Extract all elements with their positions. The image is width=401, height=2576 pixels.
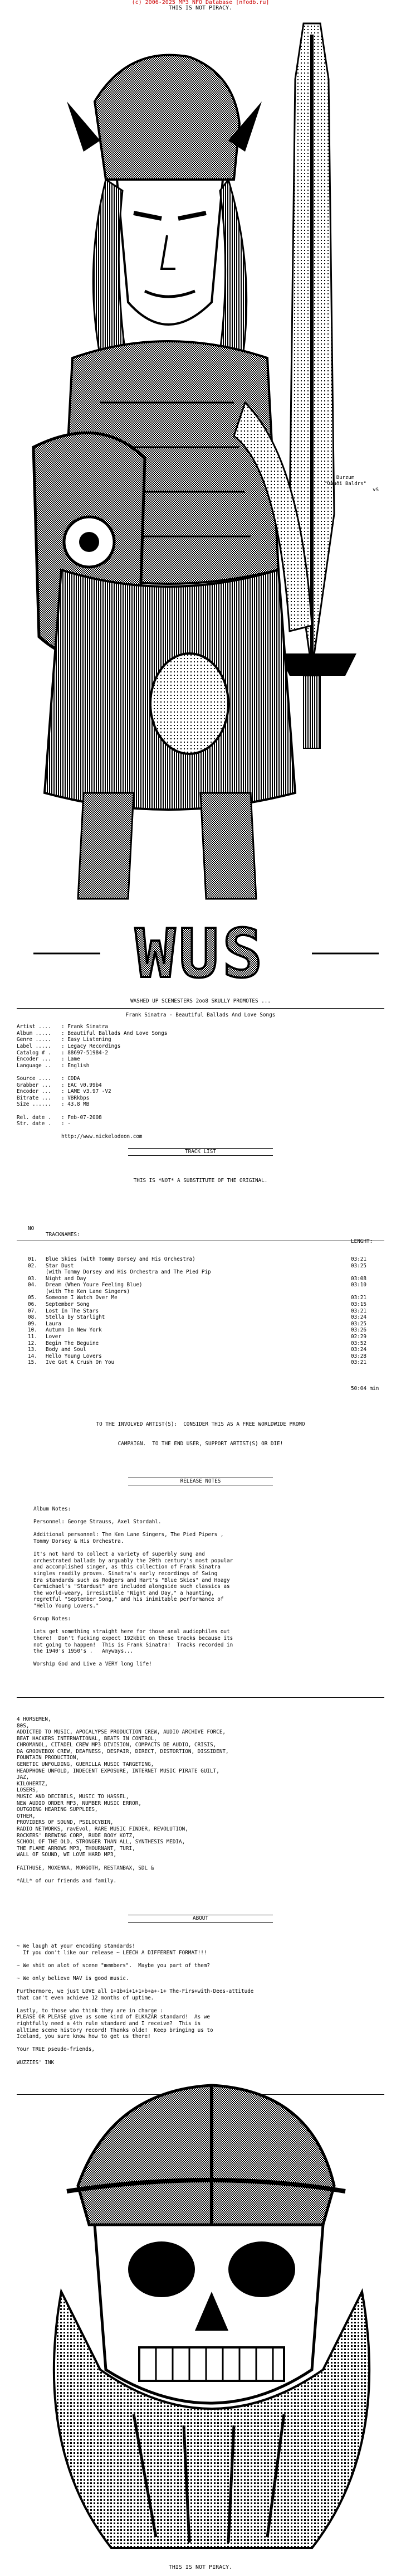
about-line: Furthermore, we just LOVE all 1+1b+i+1+1+b+a+-1+ The-Firs+with-Dees-attitude xyxy=(17,1988,254,1995)
info-row xyxy=(17,1056,384,1063)
notes-line: there! Don't fucking expect 192kbit on these tracks because its xyxy=(33,1635,233,1642)
tracklist-header xyxy=(17,1219,384,1245)
track-row xyxy=(17,1282,384,1289)
track-length: 03:26 xyxy=(351,1327,366,1334)
greets xyxy=(17,1716,384,1884)
info-key: Source .... xyxy=(17,1075,51,1082)
col-length: LENGHT: xyxy=(351,1238,373,1245)
info-row xyxy=(17,1050,384,1057)
track-title: Lover xyxy=(46,1334,61,1340)
notes-line xyxy=(33,1610,384,1616)
about-line xyxy=(17,1982,384,1988)
greets-line: *ALL* of our friends and family. xyxy=(17,1877,117,1884)
info-value: : Frank Sinatra xyxy=(61,1024,108,1030)
track-row xyxy=(17,1276,384,1282)
track-row xyxy=(17,1353,384,1360)
greets-line: JAZ, xyxy=(17,1774,30,1781)
art-credit: Burzum "Dauði Baldrs" vS xyxy=(324,475,379,493)
track-list xyxy=(17,1256,384,1366)
notes-line: Lets get something straight here for those anal audiophiles out xyxy=(33,1629,230,1635)
greets-line: LOSERS, xyxy=(17,1787,39,1794)
track-number: 06. xyxy=(28,1301,37,1308)
greets-line: FAITHUSE, MOXENNA, MORGOTH, RESTANBAX, SDL & xyxy=(17,1865,154,1871)
track-row xyxy=(17,1256,384,1263)
greets-line: MUSIC AND DECIBELS, MUSIC TO HASSEL, xyxy=(17,1794,129,1800)
info-value[interactable]: http://www.nickelodeon.com xyxy=(61,1134,143,1140)
track-length: 03:10 xyxy=(351,1282,366,1289)
greets-line: GENETIC UNFOLDING, GUERILLA MUSIC TARGETING, xyxy=(17,1761,154,1768)
about-line: WUZZIES' INK xyxy=(17,2059,55,2066)
info-row xyxy=(17,1076,384,1082)
track-row xyxy=(17,1263,384,1270)
track-row xyxy=(17,1308,384,1315)
track-title: Autumn In New York xyxy=(46,1327,102,1334)
notes-line xyxy=(33,1655,384,1662)
info-row xyxy=(17,1088,384,1095)
info-row xyxy=(17,1108,384,1115)
track-length: 03:08 xyxy=(351,1275,366,1282)
nfo-body xyxy=(17,1126,384,2128)
about-line: ~ We only believe MAV is good music. xyxy=(17,1975,129,1982)
track-title: (with The Ken Lane Singers) xyxy=(46,1288,130,1295)
info-key: Encoder ... xyxy=(17,1056,51,1063)
greets-line: SCHOOL OF THE OLD, STRONGER THAN ALL, SYNTHESIS MEDIA, xyxy=(17,1839,185,1846)
info-value: : English xyxy=(61,1062,90,1069)
notes-line: Additional personnel: The Ken Lane Singers, The Pied Pipers , xyxy=(33,1532,224,1538)
about xyxy=(17,1943,384,2066)
notes-section-title: RELEASE NOTES xyxy=(128,1478,273,1485)
info-key: Grabber ... xyxy=(17,1082,51,1088)
greets-line: THE FLAME ARROWS MP3, THOURNANT, TURI, xyxy=(17,1845,135,1852)
track-title: Begin The Beguine xyxy=(46,1340,99,1347)
warrior-illustration xyxy=(0,12,401,904)
track-row xyxy=(17,1334,384,1340)
info-value: : Feb-07-2008 xyxy=(61,1114,102,1121)
notes-line: regretful "September Song," and his inimitable performance of xyxy=(33,1596,224,1603)
track-title: Star Dust xyxy=(46,1262,74,1269)
info-key: Artist .... xyxy=(17,1024,51,1030)
top-header xyxy=(0,0,401,11)
release-title: Frank Sinatra - Beautiful Ballads And Love Songs xyxy=(125,1011,276,1018)
track-row xyxy=(17,1314,384,1321)
track-length: 03:25 xyxy=(351,1262,366,1269)
track-title: Hello Young Lovers xyxy=(46,1353,102,1359)
track-title: (with Tommy Dorsey and His Orchestra and The Pied Pip xyxy=(46,1269,211,1276)
track-row xyxy=(17,1327,384,1334)
notes-line: "Hello Young Lovers." xyxy=(33,1603,99,1609)
track-length: 03:21 xyxy=(351,1295,366,1301)
track-number: 01. xyxy=(28,1256,37,1262)
about-section-title: ABOUT xyxy=(128,1915,273,1923)
info-value: : Lame xyxy=(61,1056,80,1063)
track-row xyxy=(17,1340,384,1347)
group-tagline: WASHED UP SCENESTERS 2oo8 SKULLY PROMOTES ... xyxy=(130,998,271,1004)
track-title: Lost In The Stars xyxy=(46,1308,99,1314)
track-number: 14. xyxy=(28,1353,37,1359)
info-row xyxy=(17,1115,384,1121)
tracklist-notice: THIS IS *NOT* A SUBSTITUTE OF THE ORIGINAL. xyxy=(133,1177,268,1184)
info-value: : CDDA xyxy=(61,1075,80,1082)
notes-line: It's not hard to collect a variety of superbly sung and xyxy=(33,1551,205,1558)
greets-line: ADDICTED TO MUSIC, APOCALYPSE PRODUCTION CREW, AUDIO ARCHIVE FORCE, xyxy=(17,1729,226,1736)
info-row xyxy=(17,1082,384,1089)
notes-line: singles readily proves. Sinatra's early recordings of Swing xyxy=(33,1571,218,1577)
track-length: 03:21 xyxy=(351,1256,366,1262)
track-row xyxy=(17,1295,384,1301)
track-length: 03:15 xyxy=(351,1301,366,1308)
track-length: 02:29 xyxy=(351,1334,366,1340)
notes-line: and accomplished singer, as this collection of Frank Sinatra xyxy=(33,1564,221,1571)
greets-line: WALL OF SOUND, WE LOVE HARD MP3, xyxy=(17,1852,117,1858)
notes-line: Tommy Dorsey & His Orchestra. xyxy=(33,1538,124,1545)
track-length: 03:52 xyxy=(351,1340,366,1347)
greets-line: BEAT HACKERS INTERNATIONAL, BEATS IN CONTROL, xyxy=(17,1735,157,1742)
skull-ascii-art xyxy=(0,2057,401,2559)
track-row xyxy=(17,1289,384,1295)
track-number: 10. xyxy=(28,1327,37,1334)
info-value: : EAC v0.99b4 xyxy=(61,1082,102,1088)
info-value: : Beautiful Ballads And Love Songs xyxy=(61,1030,168,1037)
notes-line xyxy=(33,1545,384,1552)
track-number: 15. xyxy=(28,1359,37,1366)
track-row xyxy=(17,1347,384,1353)
info-row xyxy=(17,1037,384,1043)
notes-line: the 1940's 1950's . Anyways... xyxy=(33,1648,134,1655)
greets-line xyxy=(17,1858,384,1865)
greets-line: HEADPHONE UNFOLD, INDECENT EXPOSURE, INTERNET MUSIC PIRATE GUILT, xyxy=(17,1768,219,1774)
track-title: Dream (When Youre Feeling Blue) xyxy=(46,1282,143,1289)
release-header xyxy=(17,998,384,1140)
notes-line: Era standards such as Rodgers and Hart's "Blue Skies" and Hoagy xyxy=(33,1577,230,1584)
info-key: Genre ..... xyxy=(17,1037,51,1043)
track-number: 02. xyxy=(28,1262,37,1269)
track-row xyxy=(17,1301,384,1308)
track-title: September Song xyxy=(46,1301,90,1308)
greets-line: OUTGOING HEARING SUPPLIES, xyxy=(17,1807,98,1813)
info-value: : 88697-51984-2 xyxy=(61,1049,108,1056)
track-length: 03:24 xyxy=(351,1347,366,1353)
release-info xyxy=(17,1024,384,1140)
about-line: that can't even achieve 12 months of uptime. xyxy=(17,1994,154,2001)
greets-line: NEW AUDIO ORDER MP3, NUMBER MUSIC ERROR, xyxy=(17,1800,141,1807)
info-row xyxy=(17,1043,384,1050)
track-title: Body and Soul xyxy=(46,1347,86,1353)
track-number: 09. xyxy=(28,1320,37,1327)
col-trackname: TRACKNAMES: xyxy=(46,1232,80,1238)
greets-line: 80S, xyxy=(17,1722,30,1729)
notes-line: Personnel: George Strauss, Axel Stordahl. xyxy=(33,1519,162,1526)
track-number: 08. xyxy=(28,1314,37,1321)
group-logo xyxy=(0,914,401,992)
info-key: Encoder ... xyxy=(17,1088,51,1095)
bottom-footer xyxy=(0,2565,401,2576)
info-row xyxy=(17,1030,384,1037)
notes-line xyxy=(33,1513,384,1519)
info-key: Rel. date . xyxy=(17,1114,51,1121)
about-line: ~ We laugh at your encoding standards! xyxy=(17,1943,135,1949)
track-row xyxy=(17,1321,384,1328)
info-key: Label ..... xyxy=(17,1043,51,1049)
track-number: 03. xyxy=(28,1275,37,1282)
track-title: Someone I Watch Over Me xyxy=(46,1295,118,1301)
info-value: : Legacy Recordings xyxy=(61,1043,121,1049)
notes-line: Carmichael's "Stardust" are included alongside such classics as xyxy=(33,1584,230,1590)
involved-line-1: TO THE INVOLVED ARTIST(S): CONSIDER THIS AS A FREE WORLDWIDE PROMO xyxy=(96,1421,305,1428)
info-value: : LAME v3.97 -V2 xyxy=(61,1088,111,1095)
notes-line: the world-weary, irresistible "Night and Day," a haunting, xyxy=(33,1590,214,1596)
info-row xyxy=(17,1024,384,1030)
track-row xyxy=(17,1359,384,1366)
track-length: 03:21 xyxy=(351,1308,366,1314)
about-line: Lastly, to those who think they are in charge : xyxy=(17,2007,164,2014)
about-line: PLEASE OR PLEASE give us some kind of ELKAZAR standard! As we xyxy=(17,2014,211,2021)
track-length: 03:28 xyxy=(351,1353,366,1359)
track-title: Blue Skies (with Tommy Dorsey and His Orchestra) xyxy=(46,1256,195,1262)
track-number: 11. xyxy=(28,1334,37,1340)
notes-line: Worship God and Live a VERY long life! xyxy=(33,1661,152,1668)
info-key: Album ..... xyxy=(17,1030,51,1037)
about-line: If you don't like our release ~ LEECH A DIFFERENT FORMAT!!! xyxy=(17,1949,207,1956)
info-row xyxy=(17,1101,384,1108)
info-row xyxy=(17,1095,384,1102)
notes-line: Group Notes: xyxy=(33,1616,71,1623)
about-line: Iceland, you sure know how to get us there! xyxy=(17,2033,151,2040)
track-title: Laura xyxy=(46,1320,61,1327)
total-length-row xyxy=(17,1379,384,1392)
track-number: 04. xyxy=(28,1282,37,1289)
greets-line: CHROMANOL, CITADEL CREW MP3 DIVISION, COMPACTS DE AUDIO, CRISIS, xyxy=(17,1742,217,1749)
track-title: Ive Got A Crush On You xyxy=(46,1359,115,1366)
greets-line: FOUNTAIN PRODUCTION, xyxy=(17,1755,79,1761)
notes-line xyxy=(33,1526,384,1532)
track-number: 05. xyxy=(28,1295,37,1301)
greets-line: DA GROOVEBOX CREW, DEAFNESS, DESPAIR, DIRECT, DISTORTION, DISSIDENT, xyxy=(17,1748,229,1755)
info-key: Bitrate ... xyxy=(17,1095,51,1101)
track-row xyxy=(17,1269,384,1276)
track-length: 03:24 xyxy=(351,1314,366,1321)
greets-line: RADIO NETWORKS, ravEvol, RARE MUSIC FINDER, REVOLUTION, xyxy=(17,1826,188,1832)
info-value: : - xyxy=(61,1121,71,1127)
info-value: : 43.8 MB xyxy=(61,1101,90,1108)
about-line xyxy=(17,1969,384,1975)
track-title: Stella by Starlight xyxy=(46,1314,105,1321)
skull-illustration xyxy=(0,2057,401,2559)
info-row xyxy=(17,1063,384,1069)
track-number: 12. xyxy=(28,1340,37,1347)
notes-line: not going to happen! This is Frank Sinatra! Tracks recorded in xyxy=(33,1642,233,1648)
tracklist-section-title: TRACK LIST xyxy=(128,1148,273,1156)
info-row xyxy=(17,1069,384,1076)
info-key: Catalog # . xyxy=(17,1049,51,1056)
not-piracy-bottom: THIS IS NOT PIRACY. xyxy=(168,2564,233,2570)
notes-line: Album Notes: xyxy=(33,1506,71,1513)
track-title: Night and Day xyxy=(46,1275,86,1282)
greets-line: 4 HORSEMEN, xyxy=(17,1716,51,1722)
track-length: 03:25 xyxy=(351,1320,366,1327)
total-length: 50:04 min xyxy=(351,1385,379,1392)
greets-line xyxy=(17,1871,384,1878)
greets-line: OTHER, xyxy=(17,1813,36,1819)
greets-line: PROVIDERS OF SOUND, PSILOCYBIN, xyxy=(17,1819,114,1826)
notes-line xyxy=(33,1623,384,1629)
release-notes xyxy=(17,1506,384,1668)
about-line: ~ We shit on alot of scene "members". Maybe you part of them? xyxy=(17,1962,211,1969)
greets-line: ROCKERS' BREWING CORP, RUDE BOOY KOTZ, xyxy=(17,1832,135,1839)
track-length: 03:21 xyxy=(351,1359,366,1366)
warrior-ascii-art xyxy=(0,12,401,904)
track-number: 13. xyxy=(28,1347,37,1353)
about-line xyxy=(17,2040,384,2047)
about-line: alltime scene history record! Thanks olde! Keep bringing us to xyxy=(17,2027,213,2033)
info-key: Language .. xyxy=(17,1062,51,1069)
not-piracy-top: THIS IS NOT PIRACY. xyxy=(168,5,233,11)
database-note: (c) 2006-2025 MP3 NFO Database [nfodb.ru] xyxy=(131,0,270,6)
notes-line: orchestrated ballads by arguably the 20th century's most popular xyxy=(33,1557,233,1564)
track-number: 07. xyxy=(28,1308,37,1314)
info-value: : Easy Listening xyxy=(61,1037,111,1043)
info-key: Size ...... xyxy=(17,1101,51,1108)
col-no: NO xyxy=(28,1225,35,1232)
logo-text: WUS xyxy=(135,916,266,992)
info-value: : VBRkbps xyxy=(61,1095,90,1101)
greets-line: KILOHERTZ, xyxy=(17,1780,48,1787)
info-key: Str. date . xyxy=(17,1121,51,1127)
wus-logo-art xyxy=(0,914,401,992)
about-line: rightfully need a 4th rule standard and I receive? This is xyxy=(17,2021,201,2027)
about-line xyxy=(17,1956,384,1963)
involved-line-2: CAMPAIGN. TO THE END USER, SUPPORT ARTIST(S) OR DIE! xyxy=(118,1440,283,1447)
about-line: Your TRUE pseudo-friends, xyxy=(17,2046,95,2053)
about-line xyxy=(17,2001,384,2008)
